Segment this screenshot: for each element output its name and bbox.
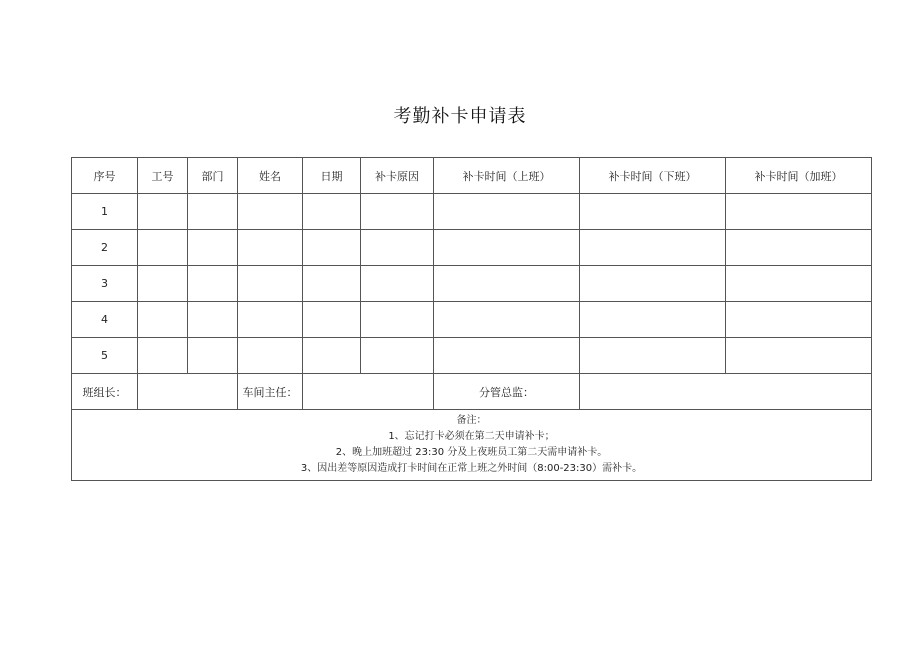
cell-department[interactable] <box>188 338 238 374</box>
cell-time-end[interactable] <box>580 338 726 374</box>
cell-name[interactable] <box>238 338 303 374</box>
cell-employee-id[interactable] <box>138 230 188 266</box>
header-date: 日期 <box>303 158 361 194</box>
cell-time-overtime[interactable] <box>726 338 872 374</box>
cell-name[interactable] <box>238 194 303 230</box>
table-row <box>72 230 872 266</box>
cell-department[interactable] <box>188 302 238 338</box>
notes-row <box>72 410 872 481</box>
cell-employee-id[interactable] <box>138 302 188 338</box>
supervisor-signature[interactable] <box>580 374 872 410</box>
table-row <box>72 194 872 230</box>
team-leader-signature[interactable] <box>138 374 238 410</box>
header-time-start: 补卡时间（上班） <box>434 158 580 194</box>
notes-cell <box>72 410 872 481</box>
form-title: 考勤补卡申请表 <box>393 106 527 127</box>
cell-department[interactable] <box>188 194 238 230</box>
row-index: 3 <box>72 266 138 302</box>
cell-time-start[interactable] <box>434 230 580 266</box>
cell-time-overtime[interactable] <box>726 266 872 302</box>
row-index: 2 <box>72 230 138 266</box>
table-row <box>72 302 872 338</box>
cell-employee-id[interactable] <box>138 338 188 374</box>
table-row <box>72 266 872 302</box>
header-time-overtime: 补卡时间（加班） <box>726 158 872 194</box>
cell-name[interactable] <box>238 302 303 338</box>
header-index: 序号 <box>72 158 138 194</box>
header-row <box>72 158 872 194</box>
cell-reason[interactable] <box>361 230 434 266</box>
cell-date[interactable] <box>303 230 361 266</box>
workshop-director-label: 车间主任： <box>238 374 303 410</box>
header-department: 部门 <box>188 158 238 194</box>
header-time-end: 补卡时间（下班） <box>580 158 726 194</box>
cell-reason[interactable] <box>361 338 434 374</box>
cell-name[interactable] <box>238 230 303 266</box>
cell-time-end[interactable] <box>580 266 726 302</box>
table-row <box>72 338 872 374</box>
cell-department[interactable] <box>188 266 238 302</box>
cell-date[interactable] <box>303 194 361 230</box>
attendance-form-table <box>71 157 872 481</box>
notes-label: 备注： <box>456 415 487 426</box>
cell-reason[interactable] <box>361 194 434 230</box>
team-leader-label: 班组长： <box>72 374 138 410</box>
cell-date[interactable] <box>303 302 361 338</box>
cell-time-end[interactable] <box>580 302 726 338</box>
cell-department[interactable] <box>188 230 238 266</box>
row-index: 1 <box>72 194 138 230</box>
header-name: 姓名 <box>238 158 303 194</box>
signature-row <box>72 374 872 410</box>
header-reason: 补卡原因 <box>361 158 434 194</box>
header-employee-id: 工号 <box>138 158 188 194</box>
cell-name[interactable] <box>238 266 303 302</box>
row-index: 4 <box>72 302 138 338</box>
cell-time-start[interactable] <box>434 338 580 374</box>
cell-time-start[interactable] <box>434 302 580 338</box>
supervisor-label: 分管总监： <box>434 374 580 410</box>
note-line-1: 1、忘记打卡必须在第二天申请补卡； <box>388 431 555 442</box>
cell-date[interactable] <box>303 266 361 302</box>
note-line-3: 3、因出差等原因造成打卡时间在正常上班之外时间（8:00-23:30）需补卡。 <box>300 463 643 474</box>
cell-time-overtime[interactable] <box>726 194 872 230</box>
cell-time-start[interactable] <box>434 266 580 302</box>
cell-time-start[interactable] <box>434 194 580 230</box>
cell-reason[interactable] <box>361 302 434 338</box>
cell-time-end[interactable] <box>580 194 726 230</box>
row-index: 5 <box>72 338 138 374</box>
cell-reason[interactable] <box>361 266 434 302</box>
cell-date[interactable] <box>303 338 361 374</box>
cell-time-end[interactable] <box>580 230 726 266</box>
cell-time-overtime[interactable] <box>726 302 872 338</box>
workshop-director-signature[interactable] <box>303 374 434 410</box>
cell-employee-id[interactable] <box>138 266 188 302</box>
note-line-2: 2、晚上加班超过 23:30 分及上夜班员工第二天需申请补卡。 <box>335 447 608 458</box>
cell-time-overtime[interactable] <box>726 230 872 266</box>
cell-employee-id[interactable] <box>138 194 188 230</box>
